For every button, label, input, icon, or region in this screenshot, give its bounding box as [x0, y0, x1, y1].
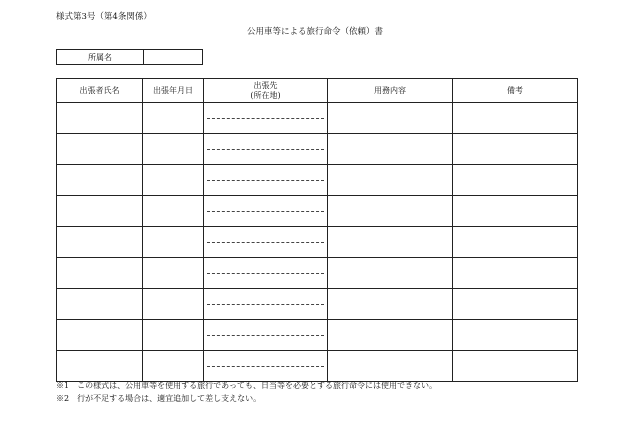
- table-row: [57, 165, 578, 196]
- table-row: [57, 351, 578, 382]
- cell-date[interactable]: [143, 165, 204, 196]
- cell-remarks[interactable]: [453, 227, 578, 258]
- cell-traveler[interactable]: [57, 289, 143, 320]
- cell-purpose[interactable]: [328, 196, 453, 227]
- table-row: [57, 103, 578, 134]
- cell-purpose[interactable]: [328, 134, 453, 165]
- cell-traveler[interactable]: [57, 196, 143, 227]
- note-1: ※1 この様式は、公用車等を使用する旅行であっても、日当等を必要とする旅行命令には使用できない。: [56, 381, 438, 390]
- cell-remarks[interactable]: [453, 320, 578, 351]
- cell-date[interactable]: [143, 227, 204, 258]
- table-body: [57, 103, 578, 382]
- cell-traveler[interactable]: [57, 103, 143, 134]
- table-row: [57, 258, 578, 289]
- cell-date[interactable]: [143, 103, 204, 134]
- cell-destination[interactable]: [204, 289, 328, 320]
- destination-divider: [207, 335, 324, 336]
- destination-divider: [207, 211, 324, 212]
- destination-divider: [207, 149, 324, 150]
- cell-date[interactable]: [143, 196, 204, 227]
- table-row: [57, 320, 578, 351]
- document-title: 公用車等による旅行命令（依頼）書: [246, 27, 383, 37]
- destination-divider: [207, 118, 324, 119]
- cell-remarks[interactable]: [453, 196, 578, 227]
- cell-purpose[interactable]: [328, 227, 453, 258]
- cell-purpose[interactable]: [328, 289, 453, 320]
- cell-date[interactable]: [143, 289, 204, 320]
- header-remarks: 備考: [453, 79, 578, 103]
- cell-destination[interactable]: [204, 227, 328, 258]
- cell-remarks[interactable]: [453, 289, 578, 320]
- cell-traveler[interactable]: [57, 258, 143, 289]
- department-box: [56, 49, 203, 65]
- cell-purpose[interactable]: [328, 351, 453, 382]
- cell-traveler[interactable]: [57, 351, 143, 382]
- cell-destination[interactable]: [204, 103, 328, 134]
- cell-date[interactable]: [143, 134, 204, 165]
- destination-divider: [207, 242, 324, 243]
- cell-remarks[interactable]: [453, 165, 578, 196]
- cell-purpose[interactable]: [328, 103, 453, 134]
- destination-divider: [207, 273, 324, 274]
- cell-remarks[interactable]: [453, 351, 578, 382]
- table-row: [57, 289, 578, 320]
- table-row: [57, 134, 578, 165]
- header-destination: [204, 79, 328, 103]
- cell-destination[interactable]: [204, 196, 328, 227]
- destination-divider: [207, 180, 324, 181]
- cell-remarks[interactable]: [453, 258, 578, 289]
- table-row: [57, 196, 578, 227]
- cell-traveler[interactable]: [57, 165, 143, 196]
- cell-destination[interactable]: [204, 134, 328, 165]
- destination-divider: [207, 304, 324, 305]
- travel-order-table: [56, 78, 578, 382]
- cell-remarks[interactable]: [453, 134, 578, 165]
- destination-divider: [207, 366, 324, 367]
- cell-destination[interactable]: [204, 320, 328, 351]
- cell-date[interactable]: [143, 258, 204, 289]
- form-number: 様式第3号（第4条関係）: [56, 12, 152, 22]
- header-date: 出張年月日: [143, 79, 204, 103]
- cell-destination[interactable]: [204, 258, 328, 289]
- header-purpose: 用務内容: [328, 79, 453, 103]
- cell-purpose[interactable]: [328, 320, 453, 351]
- cell-destination[interactable]: [204, 165, 328, 196]
- header-traveler: 出張者氏名: [57, 79, 143, 103]
- cell-purpose[interactable]: [328, 165, 453, 196]
- header-destination-line2: (所在地): [250, 90, 281, 100]
- department-label: 所属名: [57, 50, 144, 64]
- header-destination-line1: 出張先: [253, 80, 278, 90]
- cell-date[interactable]: [143, 351, 204, 382]
- cell-traveler[interactable]: [57, 227, 143, 258]
- department-field[interactable]: [144, 50, 202, 64]
- cell-destination[interactable]: [204, 351, 328, 382]
- cell-traveler[interactable]: [57, 134, 143, 165]
- notes: [56, 379, 437, 405]
- table-header-row: [57, 79, 578, 103]
- cell-purpose[interactable]: [328, 258, 453, 289]
- cell-date[interactable]: [143, 320, 204, 351]
- note-2: ※2 行が不足する場合は、適宜追加して差し支えない。: [56, 394, 262, 403]
- cell-traveler[interactable]: [57, 320, 143, 351]
- cell-remarks[interactable]: [453, 103, 578, 134]
- table-row: [57, 227, 578, 258]
